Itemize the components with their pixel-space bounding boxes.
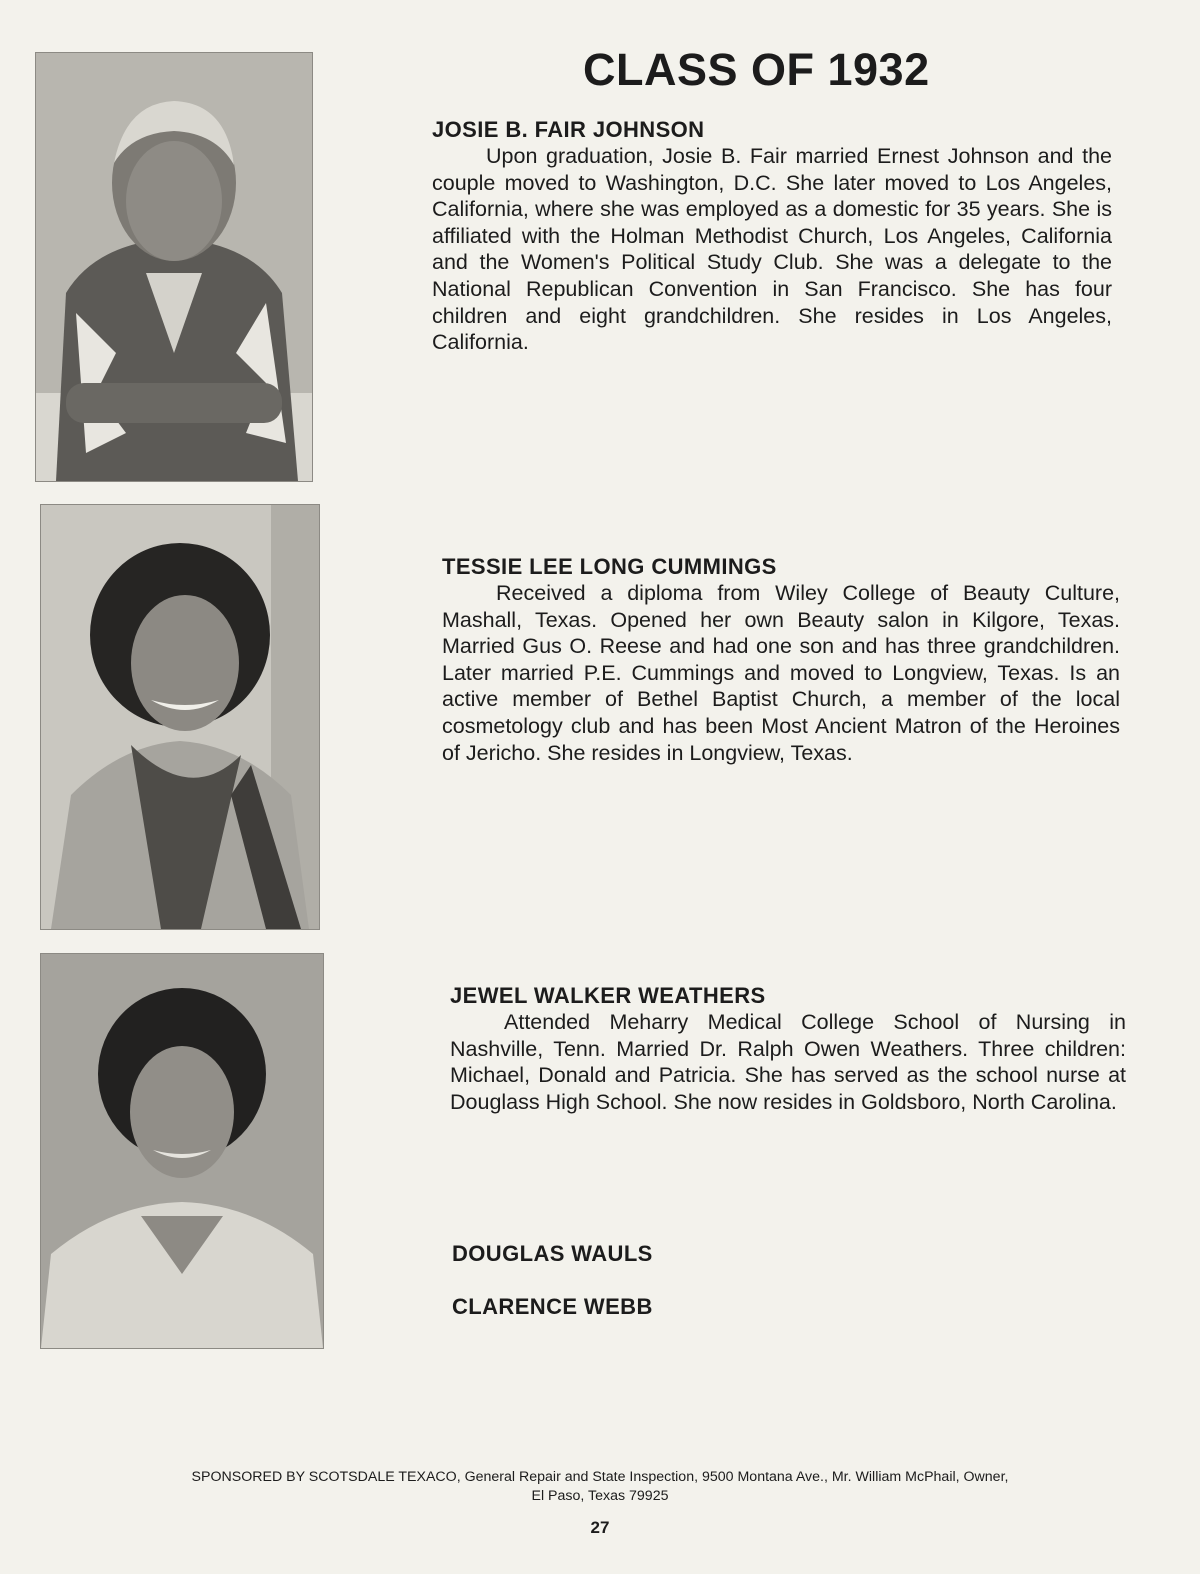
alumni-entry-2 xyxy=(442,554,1120,766)
alumni-name-douglas-wauls: DOUGLAS WAULS xyxy=(452,1241,653,1266)
alumni-name: TESSIE LEE LONG CUMMINGS xyxy=(442,554,777,579)
sponsor-line-1: SPONSORED BY SCOTSDALE TEXACO, General Repair and State Inspection, 9500 Montana Ave., Mr. William McPhail, Owner, xyxy=(191,1469,1009,1485)
page-title: CLASS OF 1932 xyxy=(583,44,930,95)
alumni-name-clarence-webb: CLARENCE WEBB xyxy=(452,1294,653,1319)
alumni-name: JOSIE B. FAIR JOHNSON xyxy=(432,117,705,142)
alumni-entry-3 xyxy=(450,983,1126,1115)
alumni-bio: Upon graduation, Josie B. Fair married Ernest Johnson and the couple moved to Washington, D.C. She later moved to Los Angeles, California, where she was employed as a domestic for 35 years. She is affiliated with the Holman Methodist Church, Los Angeles, California and the Women's Political Study Club. She was a delegate to the National Republican Convention in San Francisco. She has four children and eight grandchildren. She resides in Los Angeles, California. xyxy=(432,144,1112,355)
alumni-bio: Attended Meharry Medical College School of Nursing in Nashville, Tenn. Married Dr. Ralph Owen Weathers. Three children: Michael, Donald and Patricia. She has served as the school nurse at Douglass High School. She now resides in Goldsboro, North Carolina. xyxy=(450,1010,1126,1114)
portrait-photo-josie-johnson xyxy=(35,52,313,482)
alumni-entry-1 xyxy=(432,117,1112,356)
alumni-name: JEWEL WALKER WEATHERS xyxy=(450,983,766,1008)
sponsor-footer xyxy=(70,1468,1130,1506)
portrait-photo-tessie-cummings xyxy=(40,504,320,930)
page-number: 27 xyxy=(590,1518,610,1537)
alumni-bio: Received a diploma from Wiley College of Beauty Culture, Mashall, Texas. Opened her own Beauty salon in Kilgore, Texas. Married Gus O. Reese and had one son and has three grandchildren. Later married P.E. Cummings and moved to Longview, Texas. Is an active member of Bethel Baptist Church, a member of the local cosmetology club and has been Most Ancient Matron of the Heroines of Jericho. She resides in Longview, Texas. xyxy=(442,581,1120,765)
sponsor-line-2: El Paso, Texas 79925 xyxy=(531,1488,669,1504)
portrait-photo-jewel-weathers xyxy=(40,953,324,1349)
